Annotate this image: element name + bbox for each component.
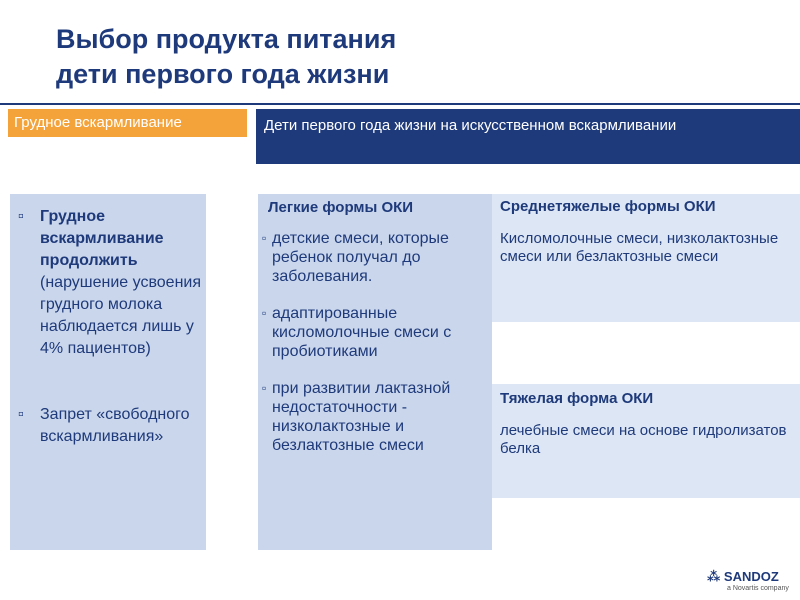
page-title [56,22,396,92]
title-line-2: дети первого года жизни [56,59,390,89]
mild-forms-title: Легкие формы ОКИ [268,199,414,216]
list-item [262,304,488,361]
severe-form-panel [492,384,800,498]
bullet-icon: ▫ [18,208,24,225]
bullet-icon: ▫ [262,231,267,245]
title-divider [0,103,800,105]
bullet-icon: ▫ [18,406,24,423]
item-text: Запрет «свободного вскармливания» [40,406,190,445]
mild-forms-panel [258,194,492,550]
moderate-forms-text: Кисломолочные смеси, низколактозные смеси или безлактозные смеси [500,230,779,265]
severe-form-text: лечебные смеси на основе гидролизатов белка [500,422,787,457]
title-line-1: Выбор продукта питания [56,24,397,54]
severe-form-title: Тяжелая форма ОКИ [500,390,654,407]
item-bold-text: Грудное вскармливание продолжить [40,208,164,269]
breastfeeding-panel [10,194,206,550]
logo-name: SANDOZ [723,569,779,584]
list-item [18,206,202,360]
list-item [262,379,488,455]
moderate-forms-panel [492,194,800,322]
bullet-icon: ▫ [262,306,267,320]
moderate-forms-title: Среднетяжелые формы ОКИ [500,198,716,215]
sandoz-logo [707,569,793,595]
header-breastfeeding: Грудное вскармливание [8,109,247,137]
sandoz-logo-icon: ⁂ [707,569,724,584]
item-text: детские смеси, которые ребенок получал до заболевания. [272,230,449,285]
list-item [262,229,488,286]
logo-tagline: a Novartis company [727,585,789,592]
item-text: (нарушение усвоения грудного молока наблюдается лишь у 4% пациентов) [40,274,202,357]
header-artificial-feeding: Дети первого года жизни на искусственном вскармливании [256,109,800,164]
item-text: при развитии лактазной недостаточности - низколактозные и безлактозные смеси [272,380,451,454]
list-item [18,404,202,448]
bullet-icon: ▫ [262,381,267,395]
item-text: адаптированные кисломолочные смеси с пробиотиками [272,305,452,360]
